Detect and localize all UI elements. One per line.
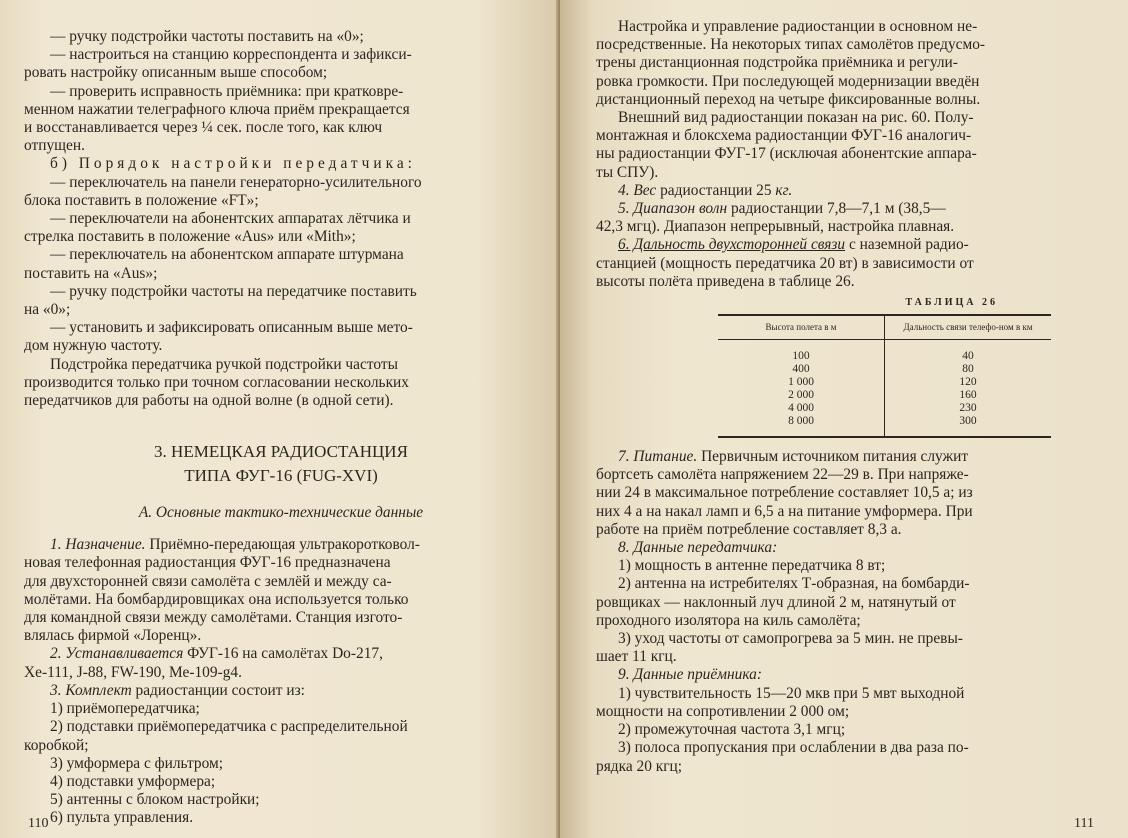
text-line: ны радиостанции ФУГ-17 (исключая абонентские аппара- (596, 145, 977, 163)
text-fragment: с наземной радио- (845, 236, 969, 254)
table-cell: 100 (718, 340, 885, 364)
list-item: 2) промежуточная частота 3,1 мгц; (618, 721, 846, 739)
right-page (560, 0, 1128, 838)
list-item: 4) подставки умформера; (50, 772, 216, 790)
table-cell: 160 (959, 389, 977, 402)
list-item: 1) чувствительность 15—20 мкв при 5 мвт выходной (618, 684, 965, 702)
item-receiver-data (596, 666, 1088, 775)
table-caption: ТАБЛИЦА 26 (905, 297, 998, 309)
section-subtitle: ТИПА ФУГ-16 (FUG-XVI) (184, 466, 378, 486)
text-line: новая телефонная радиостанция ФУГ-16 предназначена (24, 554, 391, 572)
text-line: ФУГ-16 на самолётах Do-217, (183, 645, 383, 663)
text-line: Приёмно-передающая ультракоротковол- (145, 536, 420, 554)
text-line: отпущен. (24, 137, 85, 155)
table-cell: 230 (959, 402, 977, 415)
item-kit (24, 682, 538, 828)
item-label: 6. Дальность двухсторонней связи (618, 236, 846, 254)
list-item: коробкой; (24, 736, 89, 754)
transmitter-steps (24, 174, 538, 411)
text-line: — настроиться на станцию корреспондента и зафикси- (50, 46, 412, 64)
text-line: проходного изолятора на киль самолёта; (596, 611, 861, 629)
text-line: шает 11 кгц. (596, 648, 677, 666)
item-wave-range (596, 200, 1088, 218)
unit: кг. (775, 181, 793, 199)
table-cell: 120 (959, 376, 977, 389)
text-line: ровка громкости. При последующей модернизации введён (596, 72, 980, 90)
text-line: ты СПУ). (596, 163, 659, 181)
text-line: посредственные. На некоторых типах самолётов предусмо- (596, 36, 986, 54)
table-header: Высота полета в м (718, 315, 885, 340)
text-line: и восстанавливается через ¼ сек. после того, как ключ (24, 119, 383, 137)
left-page (0, 0, 560, 838)
text-line: них 4 а на накал ламп и 6,5 а на питание умформера. При (596, 502, 973, 520)
list-item: 2) антенна на истребителях Т-образная, на бомбарди- (618, 575, 970, 593)
item-label: 1. Назначение. (50, 536, 146, 554)
text-line: молётами. На бомбардировщиках она используется только (24, 590, 409, 608)
text-line: стрелка поставить в положение «Aus» или «Mith»; (24, 228, 356, 246)
item-label: 3. Комплект (50, 681, 132, 699)
text-line: блока поставить в положение «FT»; (24, 191, 259, 209)
item-power (596, 448, 1088, 539)
text-line: станцией (мощность передатчика 20 вт) в зависимости от (596, 254, 974, 272)
table-cell: 4 000 (718, 402, 885, 415)
table-cell: 300 (959, 415, 977, 428)
range-table (718, 314, 1051, 438)
item-installation (24, 645, 538, 681)
text-line: Подстройка передатчика ручкой подстройки частоты (50, 355, 398, 373)
item-label: 2. Устанавливается (50, 645, 184, 663)
receiver-steps (24, 28, 538, 155)
item-transmitter-data (596, 539, 1088, 666)
text-line: передатчиков для работы на одной волне (в одной сети). (24, 392, 394, 410)
text-line: менном нажатии телеграфного ключа приём прекращается (24, 100, 410, 118)
table-cell: 8 000 (718, 415, 885, 437)
transmitter-order-heading: б) Порядок настройки передатчика: (50, 155, 416, 173)
table-row (718, 415, 1051, 437)
text-line: дистанционный переход на четыре фиксированные волны. (596, 90, 981, 108)
text-line: для командной связи между самолётами. Станция изгото- (24, 609, 403, 627)
table-header: Дальность связи телефо-ном в км (885, 315, 1052, 340)
text-line: поставить на «Aus»; (24, 264, 158, 282)
text-line: — установить и зафиксировать описанным выше мето- (50, 319, 413, 337)
list-item: 2) подставки приёмопередатчика с распределительной (50, 718, 408, 736)
text-line: ровать настройку описанным выше способом; (24, 64, 328, 82)
table-cell: 80 (962, 363, 974, 376)
text-line: мощности на сопротивлении 2 000 ом; (596, 702, 850, 720)
text-line: Внешний вид радиостанции показан на рис. 60. Полу- (618, 109, 974, 127)
text-line: производится только при точном согласовании нескольких (24, 373, 409, 391)
table-row (718, 363, 1051, 376)
table-row (718, 402, 1051, 415)
text-line: рядка 20 кгц; (596, 757, 683, 775)
table-cell: 400 (718, 363, 885, 376)
text-line: высоты полёта приведена в таблице 26. (596, 272, 855, 290)
text-line: Настройка и управление радиостанции в основном не- (618, 18, 978, 35)
list-item: 6) пульта управления. (50, 809, 194, 827)
table-cell: 1 000 (718, 376, 885, 389)
item-label: 5. Диапазон волн (618, 200, 728, 218)
item-label: 4. Вес (618, 181, 657, 199)
text-line: Хе-111, J-88, FW-190, Ме-109-g4. (24, 663, 242, 681)
text-line: — проверить исправность приёмника: при кратковре- (50, 82, 404, 100)
text-line: 42,3 мгц). Диапазон непрерывный, настройка плавная. (596, 218, 955, 236)
list-item: 3) уход частоты от самопрогрева за 5 мин. не превы- (618, 630, 963, 648)
text-line: — ручку подстройки частоты на передатчике поставить (50, 282, 417, 300)
section-title: 3. НЕМЕЦКАЯ РАДИОСТАНЦИЯ (154, 442, 408, 462)
text-line: трены дистанционная подстройка приёмника и регули- (596, 54, 958, 72)
table-row (718, 376, 1051, 389)
page-number-left: 110 (28, 816, 49, 831)
table-row (718, 389, 1051, 402)
text-line: — переключатели на абонентских аппаратах лётчика и (50, 210, 411, 228)
text-line: работе на приём потребление составляет 8,3 а. (596, 520, 902, 538)
text-line: ровщиках — наклонный луч длиной 2 м, натянутый от (596, 593, 956, 611)
text-line: нии 24 в максимальное потребление составляет 10,5 а; из (596, 484, 973, 502)
item-range (596, 236, 1088, 254)
table-cell: 40 (962, 350, 974, 363)
text-line: для двухсторонней связи самолёта с землёй и между са- (24, 572, 392, 590)
table-cell: 2 000 (718, 389, 885, 402)
list-item: 5) антенны с блоком настройки; (50, 791, 260, 809)
list-item: 1) приёмопередатчика; (50, 700, 200, 718)
text-line: — переключатель на панели генераторно-усилительного (50, 173, 422, 191)
text-line: дом нужную частоту. (24, 337, 163, 355)
text-line: — ручку подстройки частоты поставить на «0»; (50, 28, 364, 45)
subsection-heading: А. Основные тактико-технические данные (138, 504, 424, 522)
text-line: влялась фирмой «Лоренц». (24, 627, 202, 645)
item-label: 8. Данные передатчика: (618, 539, 778, 557)
text-line: на «0»; (24, 301, 71, 319)
text-line: бортсеть самолёта напряжением 22—29 в. При напряже- (596, 466, 969, 484)
text-line: монтажная и блоксхема радиостанции ФУГ-16 аналогич- (596, 127, 972, 145)
page-number-right: 111 (1074, 816, 1094, 831)
list-item: 3) умформера с фильтром; (50, 754, 224, 772)
item-label: 9. Данные приёмника: (618, 666, 762, 684)
text-fragment: Первичным источником питания служит (697, 448, 969, 466)
text-line: — переключатель на абонентском аппарате штурмана (50, 246, 404, 264)
list-item: 3) полоса пропускания при ослаблении в два раза по- (618, 739, 969, 757)
list-item: 1) мощность в антенне передатчика 8 вт; (618, 557, 886, 575)
text-fragment: радиостанции 7,8—7,1 м (38,5— (727, 200, 946, 218)
intro-paragraph (596, 18, 1088, 182)
text-fragment: радиостанции 25 (656, 181, 776, 199)
item-purpose (24, 536, 538, 645)
text-line: радиостанции состоит из: (131, 681, 305, 699)
item-label: 7. Питание. (618, 448, 698, 466)
item-weight (596, 182, 1088, 200)
table-row (718, 340, 1051, 364)
